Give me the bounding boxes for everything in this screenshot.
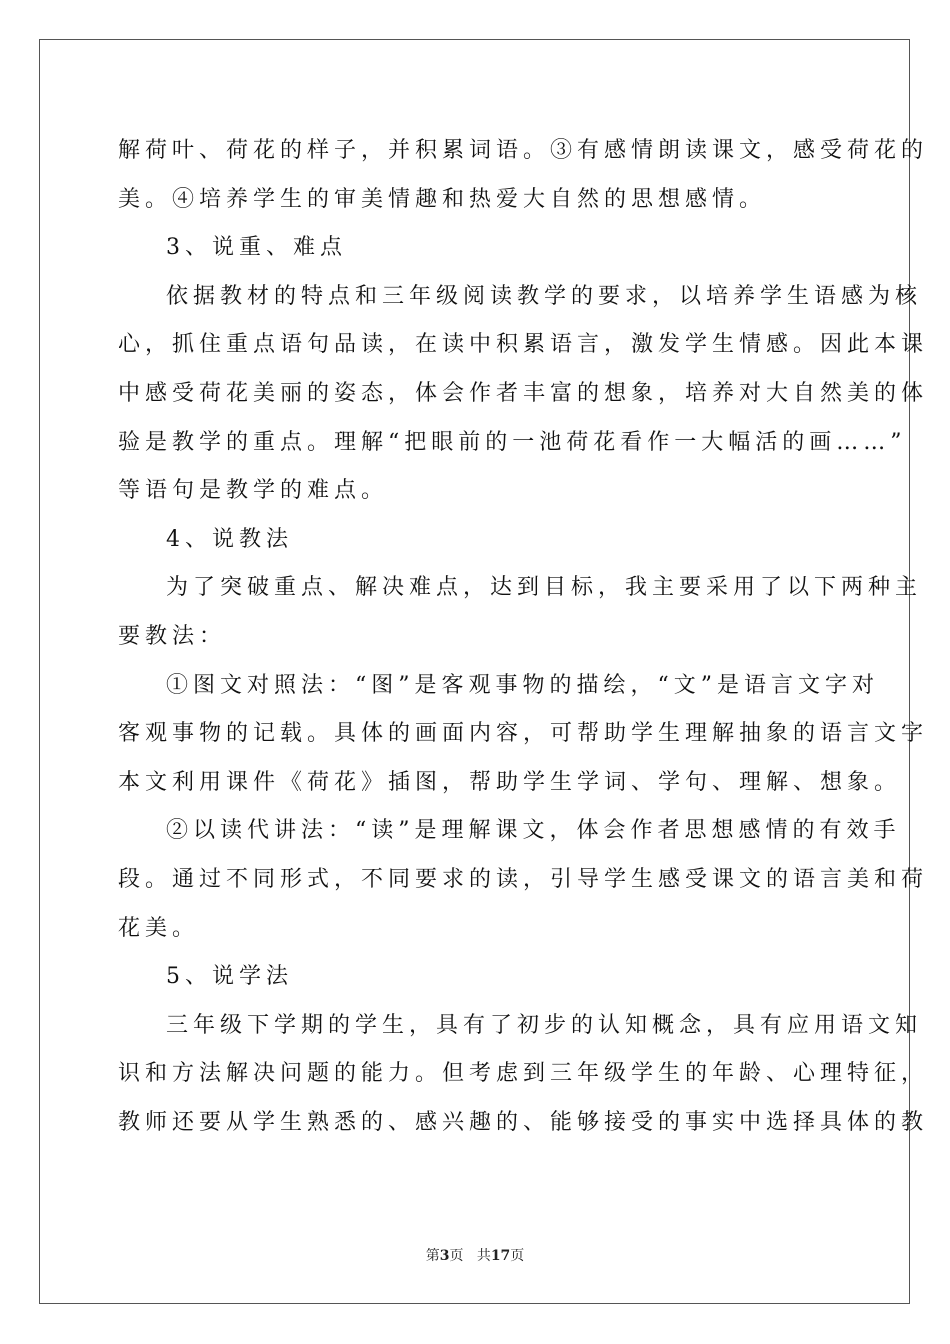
document-body: [118, 127, 929, 1147]
text-line: 心，抓住重点语句品读，在读中积累语言，激发学生情感。因此本课: [118, 332, 929, 358]
text-line: 解荷叶、荷花的样子，并积累词语。③有感情朗读课文，感受荷花的: [118, 138, 929, 163]
text-line: 美。④培养学生的审美情趣和热爱大自然的思想感情。: [118, 186, 767, 212]
footer-page-suffix: 页: [449, 1248, 464, 1264]
text-line: 段。通过不同形式，不同要求的读，引导学生感受课文的语言美和荷: [118, 866, 929, 892]
text-line: 5、说学法: [166, 964, 293, 990]
text-line: 三年级下学期的学生，具有了初步的认知概念，具有应用语文知: [166, 1012, 923, 1038]
text-line: 花美。: [118, 915, 200, 941]
text-line: 验是教学的重点。理解“把眼前的一池荷花看作一大幅活的画……”: [118, 429, 907, 455]
footer-page-prefix: 第: [425, 1248, 440, 1264]
text-line: ②以读代讲法：“读”是理解课文，体会作者思想感情的有效手: [166, 818, 901, 844]
text-line: 中感受荷花美丽的姿态，体会作者丰富的想象，培养对大自然美的体: [118, 380, 929, 406]
footer-total-suffix: 页: [510, 1248, 525, 1264]
text-line: 依据教材的特点和三年级阅读教学的要求，以培养学生语感为核: [166, 283, 923, 309]
text-line: 3、说重、难点: [166, 235, 347, 261]
text-line: 4、说教法: [166, 526, 293, 552]
footer-total-number: 17: [490, 1248, 511, 1264]
footer-total-prefix: 共: [476, 1248, 491, 1264]
text-line: 教师还要从学生熟悉的、感兴趣的、能够接受的事实中选择具体的教: [118, 1109, 929, 1135]
footer-page-number: 3: [439, 1248, 450, 1264]
text-line: 等语句是教学的难点。: [118, 478, 389, 504]
text-line: 识和方法解决问题的能力。但考虑到三年级学生的年龄、心理特征，: [118, 1061, 929, 1087]
page-footer: [0, 1247, 950, 1265]
text-line: 为了突破重点、解决难点，达到目标，我主要采用了以下两种主: [166, 575, 923, 601]
text-line: 要教法：: [118, 623, 227, 649]
text-line: ①图文对照法：“图”是客观事物的描绘，“文”是语言文字对: [166, 672, 879, 698]
text-line: 本文利用课件《荷花》插图，帮助学生学词、学句、理解、想象。: [118, 769, 902, 795]
text-line: 客观事物的记载。具体的画面内容，可帮助学生理解抽象的语言文字: [118, 721, 929, 747]
